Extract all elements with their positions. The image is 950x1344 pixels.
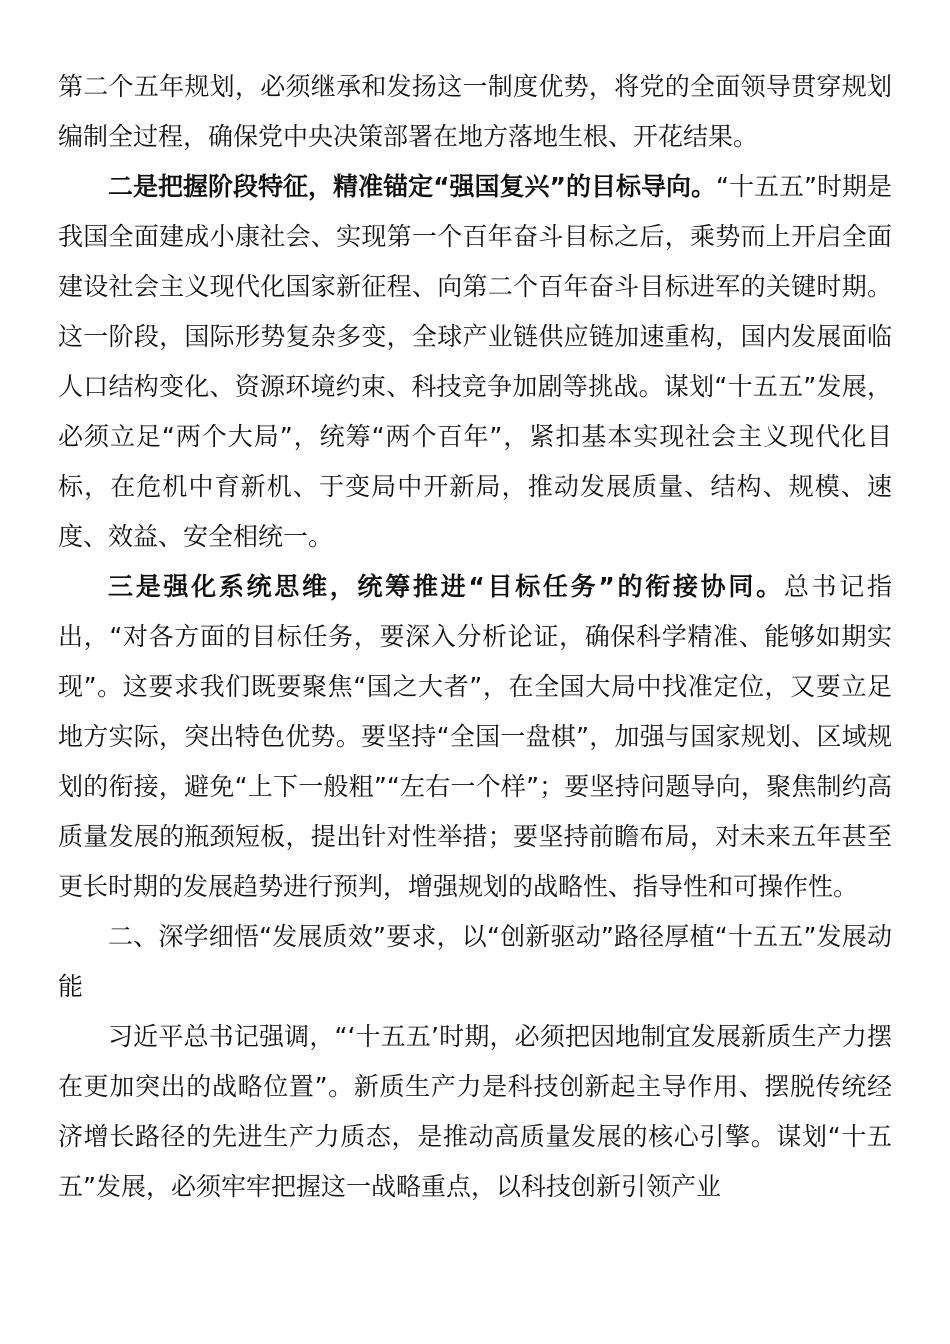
section-heading-text: 二、深学细悟“发展质效”要求，以“创新驱动”路径厚植“十五五”发展动能: [58, 922, 892, 1001]
document-page: [58, 62, 892, 1212]
paragraph-continuation: [58, 62, 892, 162]
paragraph-text: “十五五”时期是我国全面建成小康社会、实现第一个百年奋斗目标之后，乘势而上开启全面建设社会主义现代化国家新征程、向第二个百年奋斗目标进军的关键时期。这一阶段，国际形势复杂多变，全球产业链供应链加速重构，国内发展面临人口结构变化、资源环境约束、科技竞争加剧等挑战。谋划“十五五”发展，必须立足“两个大局”，统筹“两个百年”，紧扣基本实现社会主义现代化目标，在危机中育新机、于变局中开新局，推动发展质量、结构、规模、速度、效益、安全相统一。: [58, 172, 893, 551]
paragraph-text: 第二个五年规划，必须继承和发扬这一制度优势，将党的全面领导贯穿规划编制全过程，确保党中央决策部署在地方落地生根、开花结果。: [58, 72, 892, 151]
section-heading: [58, 912, 892, 1012]
paragraph-text: 习近平总书记强调，“‘十五五’时期，必须把因地制宜发展新质生产力摆在更加突出的战略位置”。新质生产力是科技创新起主导作用、摆脱传统经济增长路径的先进生产力质态，是推动高质量发展的核心引擎。谋划“十五五”发展，必须牢牢把握这一战略重点，以科技创新引领产业: [58, 1022, 892, 1201]
paragraph-lead-heading: 二是把握阶段特征，精准锚定“强国复兴”的目标导向。: [108, 172, 717, 201]
paragraph-point-three: [58, 562, 892, 912]
paragraph-lead-heading: 三是强化系统思维，统筹推进“目标任务”的衔接协同。: [108, 572, 784, 601]
paragraph-text: 总书记指出，“对各方面的目标任务，要深入分析论证，确保科学精准、能够如期实现”。这要求我们既要聚焦“国之大者”，在全国大局中找准定位，又要立足地方实际，突出特色优势。要坚持“全国一盘棋”，加强与国家规划、区域规划的衔接，避免“上下一般粗”“左右一个样”；要坚持问题导向，聚焦制约高质量发展的瓶颈短板，提出针对性举措；要坚持前瞻布局，对未来五年甚至更长时期的发展趋势进行预判，增强规划的战略性、指导性和可操作性。: [58, 572, 892, 901]
paragraph-section-body: [58, 1012, 892, 1212]
paragraph-point-two: [58, 162, 892, 562]
